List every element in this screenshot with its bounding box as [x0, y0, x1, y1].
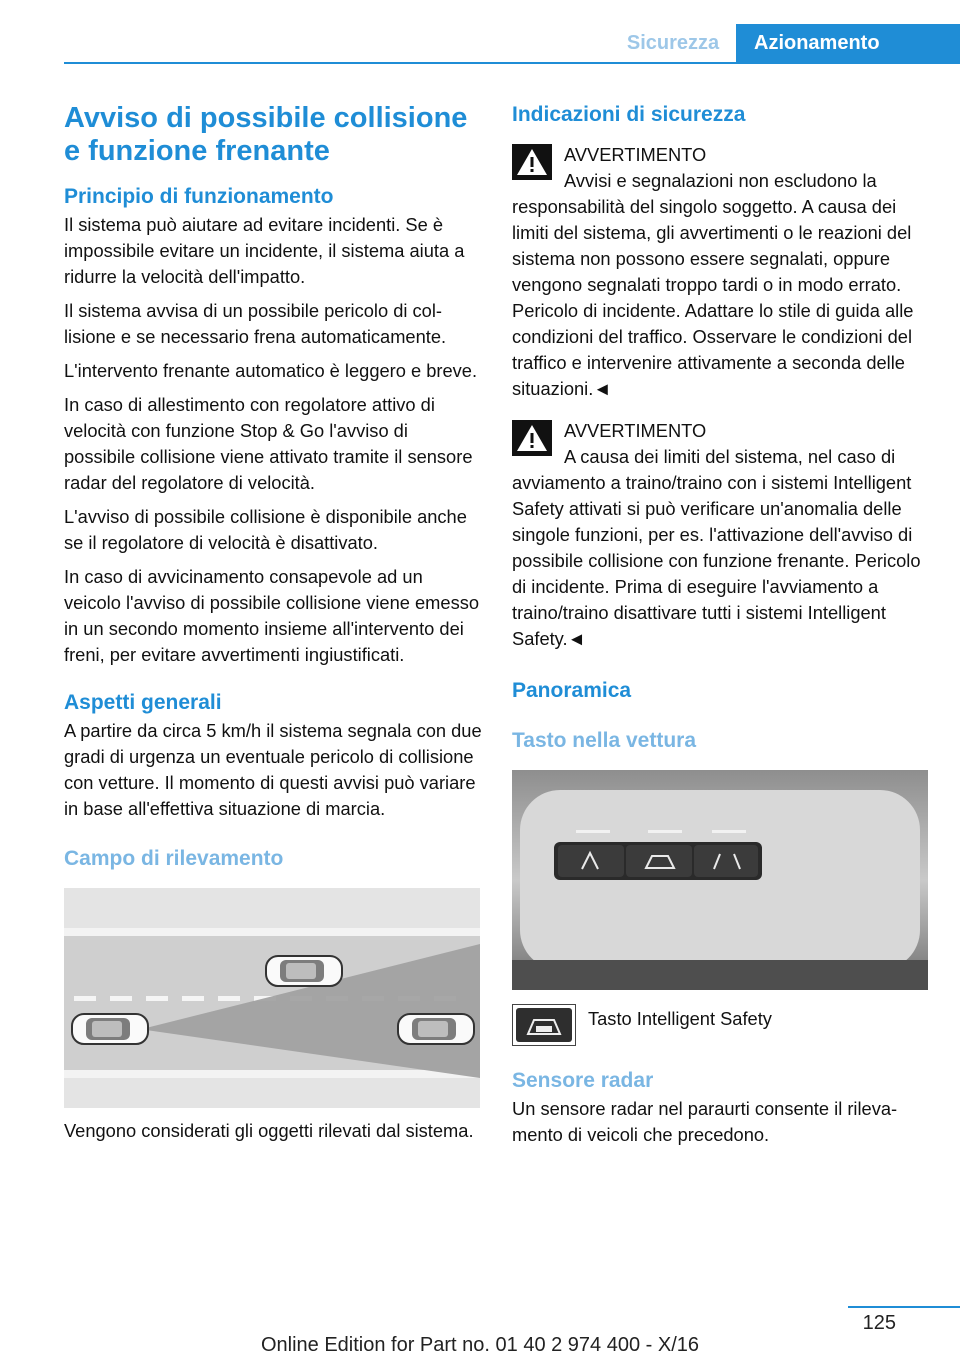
- paragraph: In caso di allestimento con regolatore attivo di velocità con funzione Stop & Go l'avviso di possibile collisione viene attivato tramite il sensore radar del regolatore di velocità.: [64, 394, 473, 493]
- warning-block: [512, 140, 930, 402]
- paragraph: L'avviso di possibile collisione è disponibile anche se il regolatore di velocità è disattivato.: [64, 506, 467, 553]
- paragraph: Il sistema avvisa di un possibile pericolo di collisione e se necessario frena automaticamente.: [64, 300, 447, 347]
- paragraph: Un sensore radar nel paraurti consente il rilevamento di veicoli che precedono.: [512, 1098, 898, 1145]
- car-own-vehicle: [72, 1014, 148, 1044]
- car-ahead-same-lane: [398, 1014, 474, 1044]
- subheading-detection-range: Campo di rilevamento: [64, 847, 284, 870]
- subheading-radar-sensor: Sensore radar: [512, 1069, 654, 1092]
- edition-footer: Online Edition for Part no. 01 40 2 974 400 - X/16: [260, 1334, 700, 1356]
- left-column: [64, 102, 482, 1152]
- section-heading-overview: Panoramica: [512, 679, 632, 702]
- subheading-key-in-vehicle: Tasto nella vettura: [512, 729, 696, 752]
- page-number-rule: [848, 1306, 960, 1308]
- key-caption-row: [512, 1004, 930, 1046]
- warning-block: [512, 416, 930, 652]
- header-rule: [64, 62, 960, 64]
- paragraph: In caso di avvicinamento consapevole ad un veicolo l'avviso di possibile collisione viene emesso in un secondo momento insieme all'intervento dei freni, per evitare avvertimenti ingiustificati.: [64, 566, 480, 665]
- paragraph: Il sistema può aiutare ad evitare incidenti. Se è impossibile evitare un incidente, il sistema aiuta a ridurre la velocità dell'impatto.: [64, 214, 465, 287]
- car-adjacent-lane: [266, 956, 342, 986]
- warning-triangle-icon: [512, 144, 552, 180]
- warning-text: A causa dei limiti del sistema, nel caso di avviamento a traino/traino con i sistemi Intelligent Safety attivati si può verificare un'anomalia delle singole funzioni, per es. l'attivazione dell'avviso di possibile collisione con funzione frenante. Pericolo di incidente. Prima di eseguire l'avviamento a traino/traino disattivare tutti i sistemi Intelligent Safety.◄: [512, 446, 921, 649]
- page-number: 125: [862, 1312, 896, 1334]
- section-heading-general: Aspetti generali: [64, 691, 222, 714]
- paragraph: A partire da circa 5 km/h il sistema segnala con due gradi di urgenza un eventuale pericolo di collisione con vetture. Il momento di questi avvisi può variare in base all'effettiva situazione di marcia.: [64, 720, 482, 819]
- warning-label: AVVERTIMENTO: [564, 420, 707, 441]
- warning-label: AVVERTIMENTO: [564, 144, 707, 165]
- page-title: Avviso di possibile collisione e funzione frenante: [64, 102, 468, 167]
- vehicle-button-panel-photo: [512, 770, 928, 990]
- intelligent-safety-button-icon: [512, 1004, 576, 1046]
- header-tab-active: Azionamento: [736, 24, 960, 64]
- key-caption: Tasto Intelligent Safety: [588, 1008, 772, 1029]
- header-tab-section: Sicurezza: [626, 32, 720, 54]
- paragraph: L'intervento frenante automatico è leggero e breve.: [64, 360, 478, 381]
- detection-range-illustration: [64, 888, 480, 1108]
- right-column: [512, 102, 930, 1156]
- section-heading-principle: Principio di funzionamento: [64, 185, 334, 208]
- illustration-caption: Vengono considerati gli oggetti rilevati dal sistema.: [64, 1120, 474, 1141]
- section-heading-safety: Indicazioni di sicurezza: [512, 103, 746, 126]
- warning-triangle-icon: [512, 420, 552, 456]
- warning-text: Avvisi e segnalazioni non escludono la responsabilità del singolo soggetto. A causa dei limiti del sistema, gli avvertimenti o le reazioni del sistema non possono essere segnalati, oppure vengono segnalati troppo tardi o in modo errato. Pericolo di incidente. Adattare lo stile di guida alle condizioni del traffico. Osservare le condizioni del traffico e intervenire attivamente a seconda delle situazioni.◄: [512, 170, 914, 399]
